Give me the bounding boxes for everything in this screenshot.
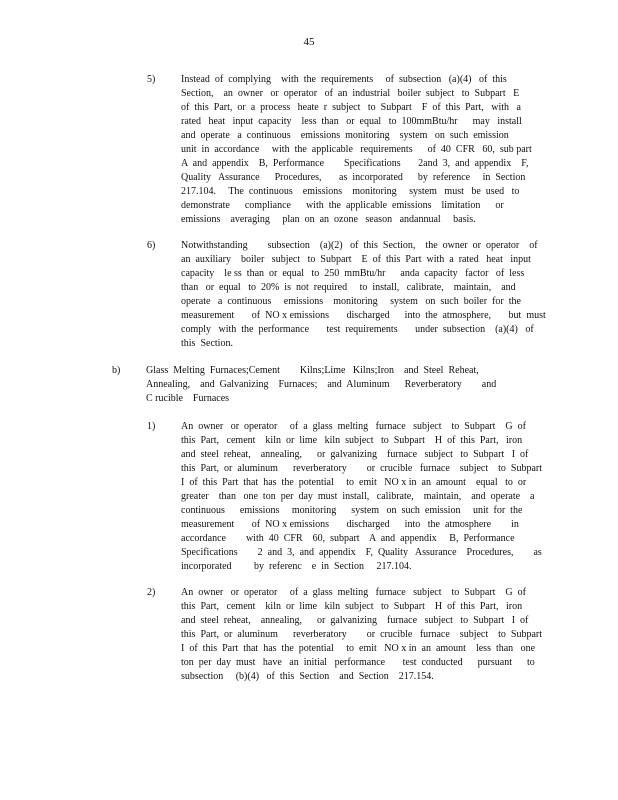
section-b-heading	[146, 364, 546, 406]
paragraph-line: this Part, cement kiln or lime kiln subject to Subpart H of this Part, iron	[181, 435, 523, 446]
paragraph-line: and steel reheat, annealing, or galvanizing furnace subject to Subpart I of	[181, 615, 529, 626]
paragraph-line: Instead of complying with the requirements of subsection (a)(4) of this	[181, 74, 507, 85]
paragraph-line: operate a continuous emissions monitoring system on such boiler for the	[181, 296, 521, 307]
page-number: 45	[303, 36, 315, 48]
paragraph-line: of this Part, or a process heate r subject to Subpart F of this Part, with a	[181, 102, 521, 113]
paragraph-line: and operate a continuous emissions monitoring system on such emission	[181, 130, 509, 141]
paragraph-line: subsection (b)(4) of this Section and Section 217.154.	[181, 671, 434, 682]
paragraph-b2	[181, 586, 546, 684]
paragraph-line: continuous emissions monitoring system on such emission unit for the	[181, 505, 523, 516]
paragraph-line: measurement of NO x emissions discharged into the atmosphere in	[181, 519, 519, 530]
paragraph-line: accordance with 40 CFR 60, subpart A and appendix B, Performance	[181, 533, 515, 544]
paragraph-line: Section, an owner or operator of an industrial boiler subject to Subpart E	[181, 88, 520, 99]
paragraph-line: An owner or operator of a glass melting furnace subject to Subpart G of	[181, 587, 526, 598]
paragraph-line: rated heat input capacity less than or equal to 100mmBtu/hr may install	[181, 116, 522, 127]
paragraph-line: this Part, or aluminum reverberatory or crucible furnace subject to Subpart	[181, 463, 543, 474]
paragraph-line: greater than one ton per day must install, calibrate, maintain, and operate a	[181, 491, 535, 502]
paragraph-line: An owner or operator of a glass melting furnace subject to Subpart G of	[181, 421, 526, 432]
paragraph-line: unit in accordance with the applicable requirements of 40 CFR 60, sub part	[181, 144, 532, 155]
paragraph-line: this Part, or aluminum reverberatory or crucible furnace subject to Subpart	[181, 629, 543, 640]
paragraph-line: Notwithstanding subsection (a)(2) of this Section, the owner or operator of	[181, 240, 538, 251]
item-label-6: 6)	[147, 240, 156, 251]
paragraph-line: Quality Assurance Procedures, as incorporated by reference in Section	[181, 172, 526, 183]
paragraph-line: ton per day must have an initial performance test conducted pursuant to	[181, 657, 535, 668]
paragraph-6	[181, 239, 546, 351]
paragraph-line: A and appendix B, Performance Specifications 2and 3, and appendix F,	[181, 158, 529, 169]
heading-line: Glass Melting Furnaces;Cement Kilns;Lime Kilns;Iron and Steel Reheat,	[146, 365, 479, 376]
item-label-b: b)	[112, 365, 121, 376]
paragraph-line: this Part, cement kiln or lime kiln subject to Subpart H of this Part, iron	[181, 601, 523, 612]
paragraph-line: this Section.	[181, 338, 233, 349]
item-label-b1: 1)	[147, 421, 156, 432]
heading-line: Annealing, and Galvanizing Furnaces; and Aluminum Reverberatory and	[146, 379, 497, 390]
item-label-5: 5)	[147, 74, 156, 85]
paragraph-line: I of this Part that has the potential to emit NO x in an amount less than one	[181, 643, 536, 654]
paragraph-line: demonstrate compliance with the applicable emissions limitation or	[181, 200, 504, 211]
paragraph-5	[181, 73, 546, 227]
paragraph-line: measurement of NO x emissions discharged into the atmosphere, but must	[181, 310, 546, 321]
heading-line: C rucible Furnaces	[146, 393, 230, 404]
paragraph-line: and steel reheat, annealing, or galvanizing furnace subject to Subpart I of	[181, 449, 529, 460]
paragraph-line: emissions averaging plan on an ozone season andannual basis.	[181, 214, 476, 225]
paragraph-line: comply with the performance test requirements under subsection (a)(4) of	[181, 324, 534, 335]
paragraph-line: Specifications 2 and 3, and appendix F, Quality Assurance Procedures, as	[181, 547, 542, 558]
paragraph-line: than or equal to 20% is not required to install, calibrate, maintain, and	[181, 282, 516, 293]
paragraph-line: an auxiliary boiler subject to Subpart E of this Part with a rated heat input	[181, 254, 531, 265]
item-label-b2: 2)	[147, 587, 156, 598]
paragraph-b1	[181, 420, 546, 574]
paragraph-line: I of this Part that has the potential to emit NO x in an amount equal to or	[181, 477, 527, 488]
paragraph-line: capacity le ss than or equal to 250 mmBtu/hr anda capacity factor of less	[181, 268, 525, 279]
paragraph-line: 217.104. The continuous emissions monitoring system must be used to	[181, 186, 520, 197]
paragraph-line: incorporated by referenc e in Section 217.104.	[181, 561, 412, 572]
